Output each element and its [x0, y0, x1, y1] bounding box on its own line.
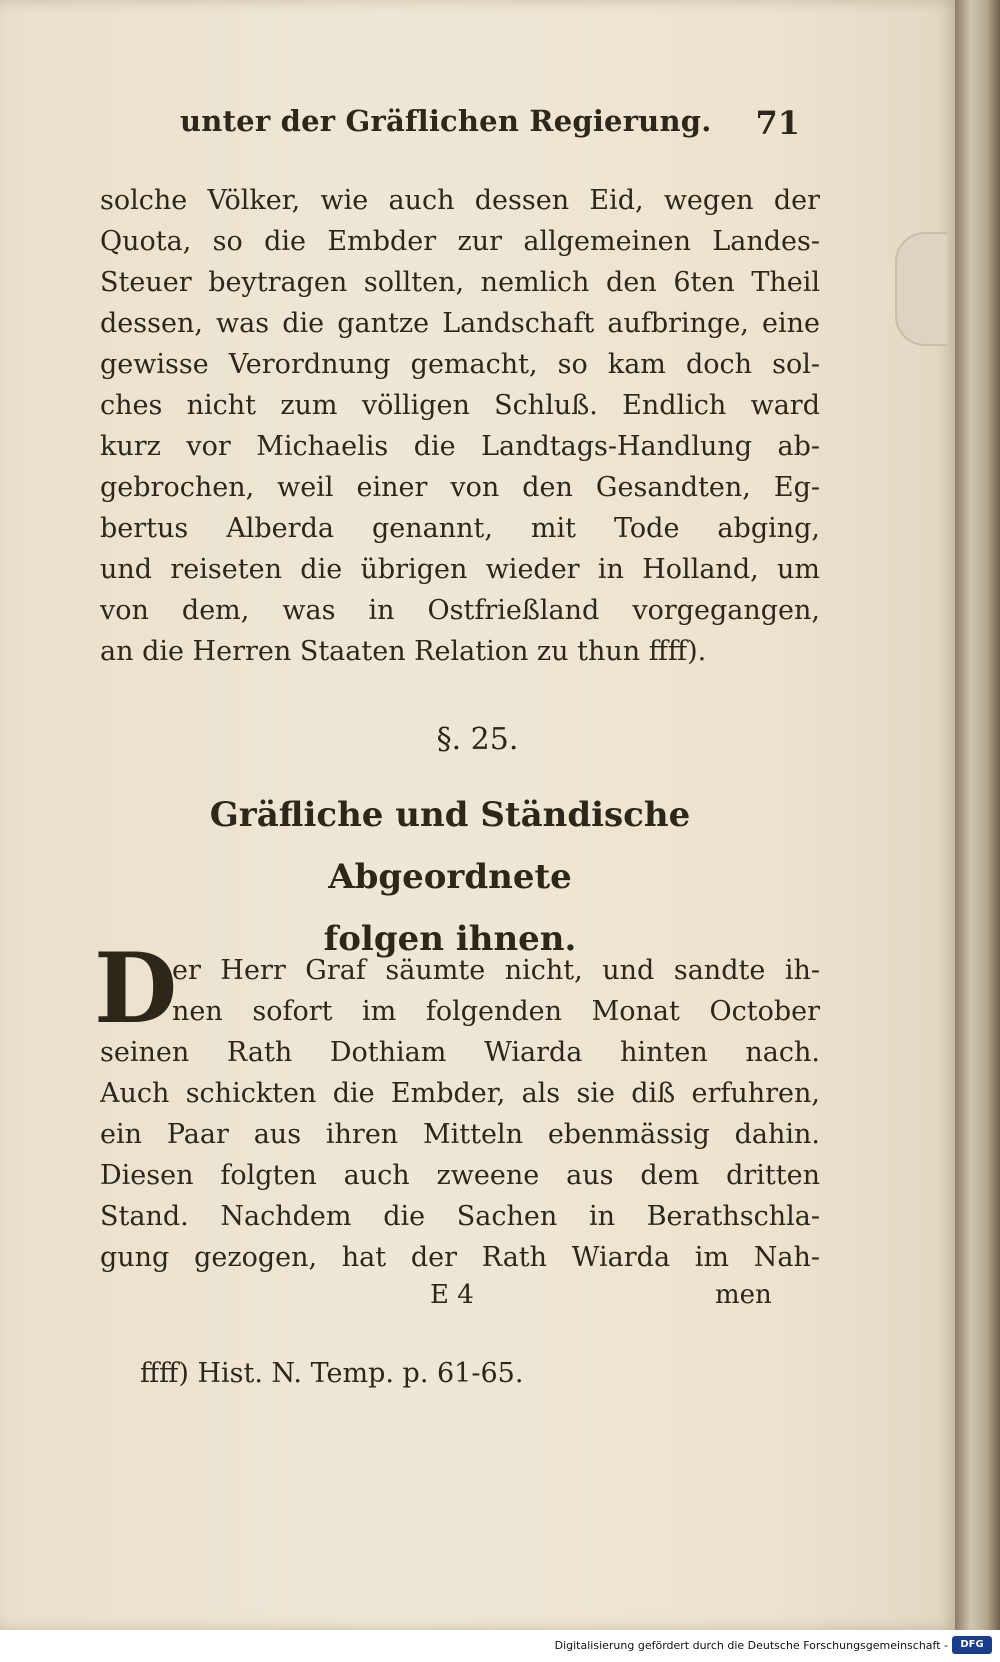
text-line: Quota, so die Embder zur allgemeinen Landes- [100, 226, 820, 257]
section-heading [90, 784, 810, 970]
running-head: unter der Gräflichen Regierung. [180, 104, 712, 138]
section-number: §. 25. [436, 722, 519, 757]
signature-mark: E 4 [430, 1280, 474, 1310]
drop-cap-initial: D [94, 932, 178, 1045]
text-line: dessen, was die gantze Landschaft aufbringe, eine [100, 308, 820, 339]
text-line: kurz vor Michaelis die Landtags-Handlung ab- [100, 431, 820, 462]
paragraph-1 [100, 180, 820, 672]
text-line: Steuer beytragen sollten, nemlich den 6ten Theil [100, 267, 820, 298]
catchword: men [715, 1280, 772, 1310]
text-line: gung gezogen, hat der Rath Wiarda im Nah- [100, 1242, 820, 1273]
text-line: bertus Alberda genannt, mit Tode abging, [100, 513, 820, 544]
text-line: von dem, was in Ostfrießland vorgegangen, [100, 595, 820, 626]
page-header [180, 104, 800, 144]
text-line: seinen Rath Dothiam Wiarda hinten nach. [100, 1037, 820, 1068]
heading-line: Gräfliche und Ständische Abgeordnete [209, 795, 691, 897]
text-line: nen sofort im folgenden Monat October [172, 996, 820, 1027]
text-line: solche Völker, wie auch dessen Eid, wegen der [100, 185, 820, 216]
text-line: gewisse Verordnung gemacht, so kam doch sol- [100, 349, 820, 380]
text-line: Diesen folgten auch zweene aus dem dritten [100, 1160, 820, 1191]
funding-credit: Digitalisierung gefördert durch die Deutsche Forschungsgemeinschaft - [554, 1639, 948, 1652]
text-line: und reiseten die übrigen wieder in Holland, um [100, 554, 820, 585]
text-line: er Herr Graf säumte nicht, und sandte ih- [172, 955, 820, 986]
page-number: 71 [755, 104, 800, 142]
heading-line: folgen ihnen. [323, 919, 577, 959]
text-line: gebrochen, weil einer von den Gesandten, Eg- [100, 472, 820, 503]
text-line: Auch schickten die Embder, als sie diß erfuhren, [100, 1078, 820, 1109]
text-line: Stand. Nachdem die Sachen in Berathschla- [100, 1201, 820, 1232]
text-line: ches nicht zum völligen Schluß. Endlich ward [100, 390, 820, 421]
dfg-logo-icon: DFG [952, 1636, 992, 1654]
page-tab-marker [895, 232, 947, 346]
footnote: ffff) Hist. N. Temp. p. 61-65. [140, 1358, 524, 1389]
text-line: an die Herren Staaten Relation zu thun ffff). [100, 636, 707, 667]
text-line: ein Paar aus ihren Mitteln ebenmässig dahin. [100, 1119, 820, 1150]
digitization-footer [0, 1630, 1000, 1662]
book-edge [955, 0, 1000, 1630]
